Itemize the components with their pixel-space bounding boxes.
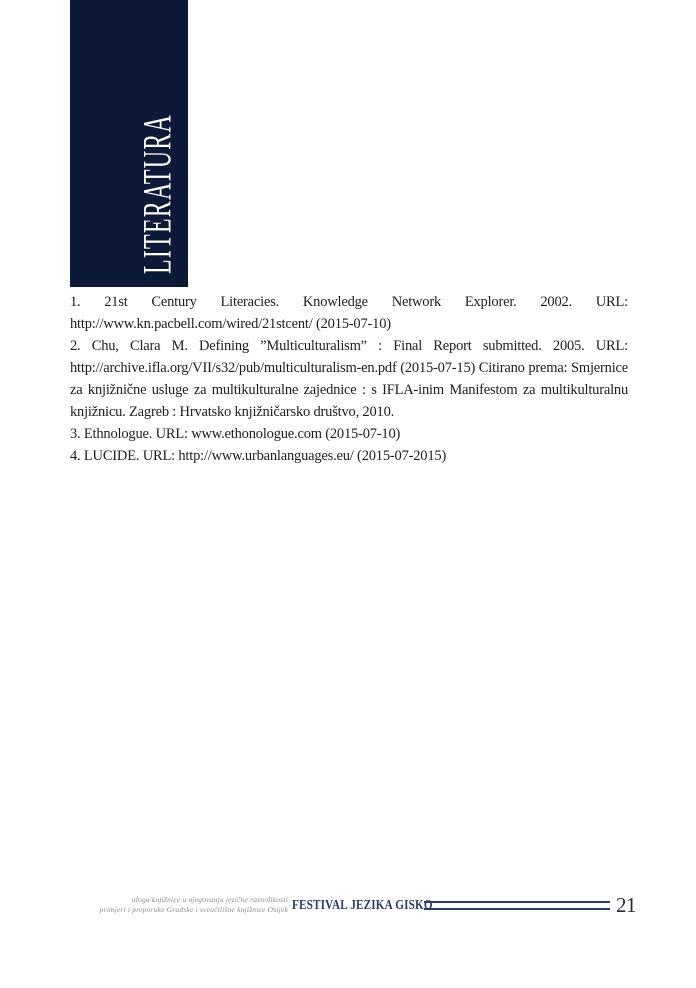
festival-brand-wrap xyxy=(292,896,433,914)
references-list xyxy=(70,291,628,467)
reference-item: 4. LUCIDE. URL: http://www.urbanlanguages.eu/ (2015-07-2015) xyxy=(70,448,447,464)
booklet-title xyxy=(70,895,288,915)
footer-double-rule xyxy=(424,901,610,910)
chapter-banner xyxy=(70,0,188,287)
chapter-title: LITERATURA xyxy=(134,113,180,274)
reference-item: 3. Ethnologue. URL: www.ethonologue.com (2015-07-10) xyxy=(70,426,401,442)
page-footer xyxy=(70,885,636,925)
booklet-title-line1: uloga knjižnice u njegovanju jezične raznolikosti xyxy=(131,895,288,904)
booklet-title-line2: primjeri i preporuke Gradske i sveučilišne knjižnice Osijek xyxy=(99,905,288,914)
reference-item: 1. 21st Century Literacies. Knowledge Network Explorer. 2002. URL: http://www.kn.pacbell.com/wired/21stcent/ (2015-07-10) xyxy=(70,294,628,332)
reference-item: 2. Chu, Clara M. Defining ”Multiculturalism” : Final Report submitted. 2005. URL: http://archive.ifla.org/VII/s32/pub/multiculturalism-en.pdf (2015-07-15) Citirano prema: Smjernice za knjižnične usluge za multikulturalne zajednice : s IFLA-inim Manifestom za multikulturalnu knjižnicu. Zagreb : Hrvatsko knjižničarsko društvo, 2010. xyxy=(70,338,628,420)
festival-brand: FESTIVAL JEZIKA GISKO xyxy=(292,898,433,913)
page-number: 21 xyxy=(616,892,636,917)
